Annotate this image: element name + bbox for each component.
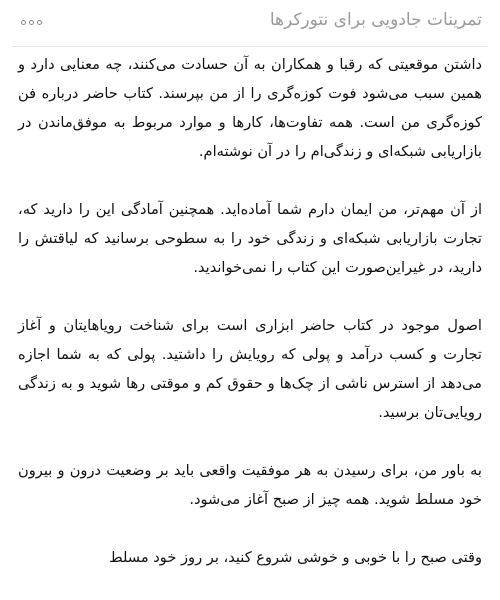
book-title: تمرینات جادویی برای نتورکرها [269,10,482,30]
paragraph: اصول موجود در کتاب حاضر ابزاری است برای شناخت رویاهایتان و آغاز تجارت و کسب درآمد و پولی که رویایش را داشتید. پولی که به شما اجازه می‌دهد از استرس ناشی از چک‌ها و حقوق کم و موقتی رها شوید و به زندگی رویایی‌تان برسید. [18,317,482,421]
more-horizontal-icon[interactable] [20,18,42,26]
menu-dot [29,20,34,25]
menu-dot [37,20,42,25]
book-text [18,50,482,600]
reader-header [0,0,500,46]
paragraph: به باور من، برای رسیدن به هر موفقیت واقعی باید بر وضعیت درون و بیرون خود مسلط شوید. همه چیز از صبح آغاز می‌شود. [18,462,482,508]
paragraph: از آن مهم‌تر، من ایمان دارم شما آماده‌اید. همچنین آمادگی این را دارید که، تجارت بازاریابی شبکه‌ای و زندگی خود را به سطوحی برسانید که لیاقتش را دارید، در غیراین‌صورت این کتاب را نمی‌خواندید. [18,201,482,276]
paragraph: داشتن موقعیتی که رقبا و همکاران به آن حسادت می‌کنند، چه معنایی دارد و همین سبب می‌شود فوت کوزه‌گری را از من بپرسند. کتاب حاضر درباره فن کوزه‌گری من است. همه تفاوت‌ها، کارها و موارد مربوط به موفق‌ماندن در بازاریابی شبکه‌ای و زندگی‌ام را در آن نوشته‌ام. [18,56,482,160]
header-divider [12,46,488,47]
menu-dot [21,20,26,25]
paragraph: وقتی صبح را با خوبی و خوشی شروع کنید، بر روز خود مسلط [109,549,482,566]
